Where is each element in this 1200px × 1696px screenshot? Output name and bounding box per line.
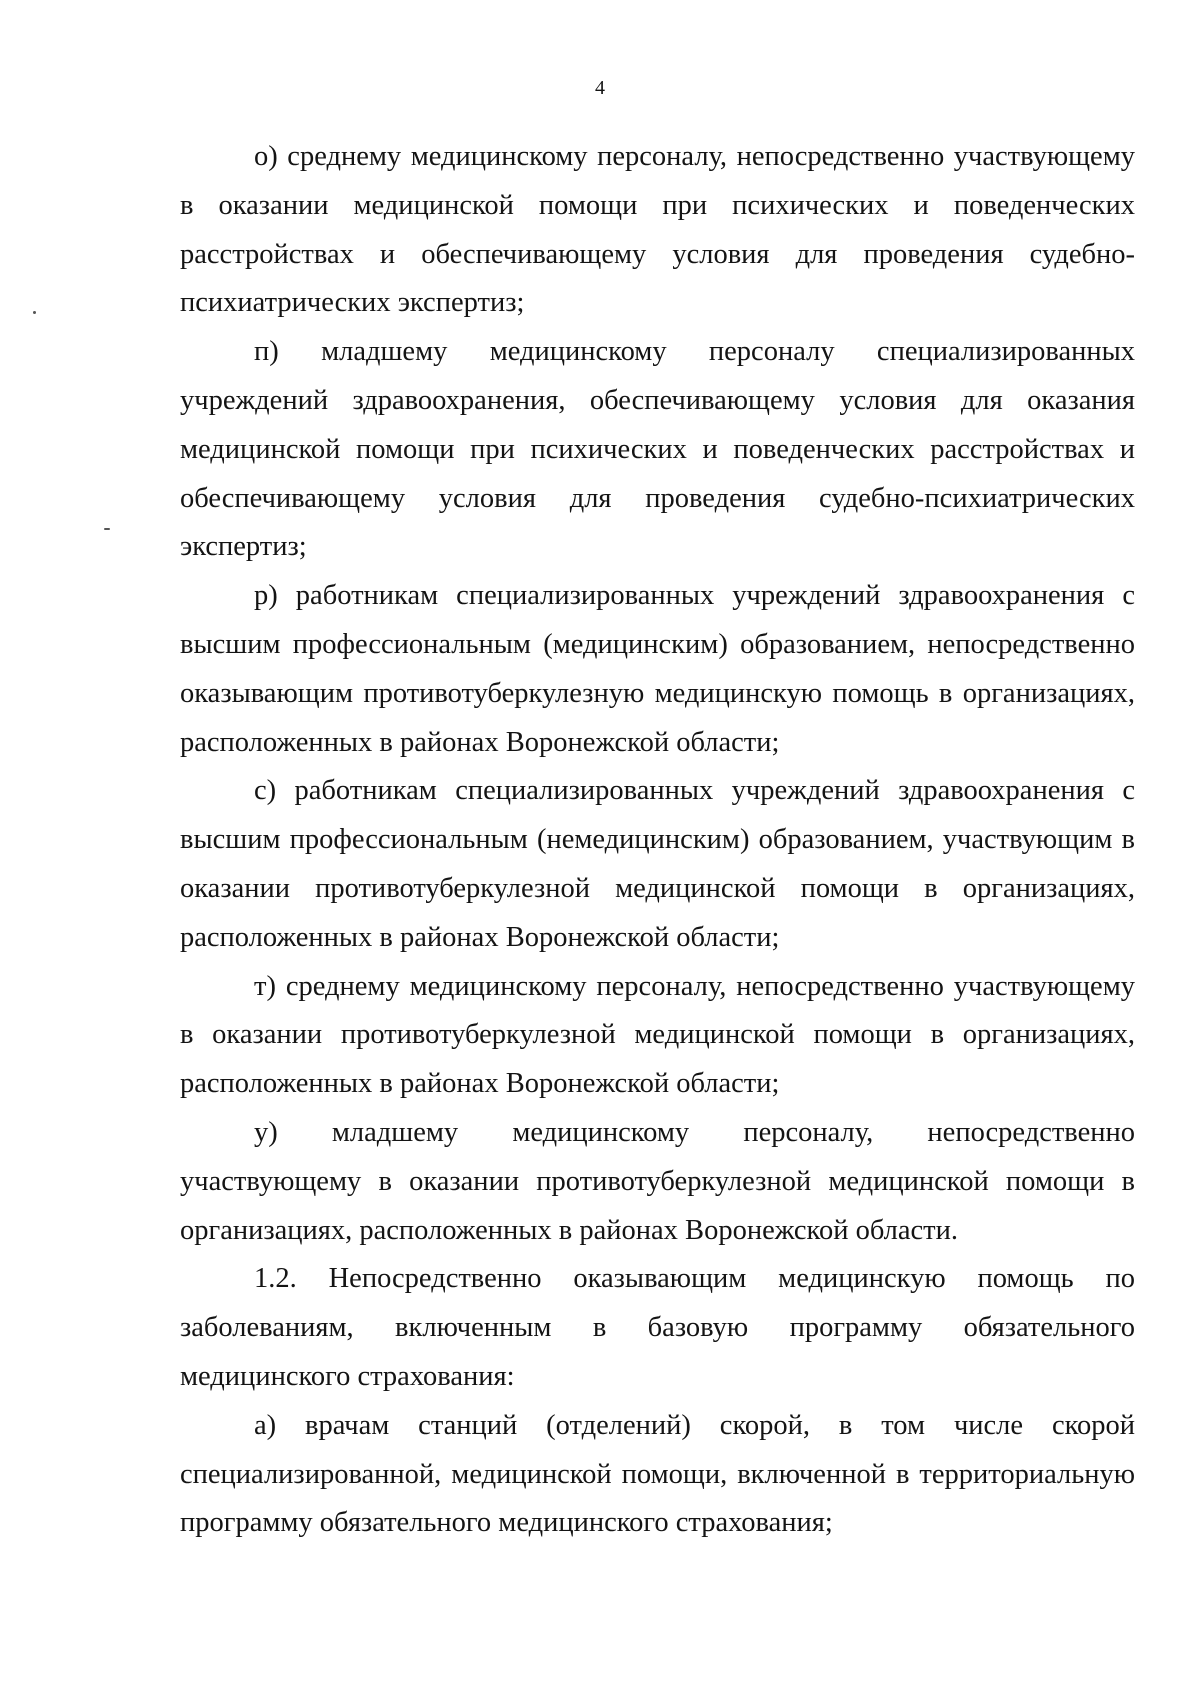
paragraph-t: т) среднему медицинскому персоналу, непосредственно участвующему в оказании противотуберкулезной медицинской помощи в организациях, расположенных в районах Воронежской области; <box>180 970 1135 1100</box>
document-body <box>180 133 1135 1548</box>
paragraph-o: о) среднему медицинскому персоналу, непосредственно участвующему в оказании медицинской помощи при психических и поведенческих расстройствах и обеспечивающему условия для проведения судебно-психиатрических экспертиз; <box>180 141 1135 319</box>
paragraph-r: р) работникам специализированных учреждений здравоохранения с высшим профессиональным (медицинским) образованием, непосредственно оказывающим противотуберкулезную медицинскую помощь в организациях, расположенных в районах Воронежской области; <box>180 580 1135 758</box>
paragraph-s: с) работникам специализированных учреждений здравоохранения с высшим профессиональным (немедицинским) образованием, участвующим в оказании противотуберкулезной медицинской помощи в организациях, расположенных в районах Воронежской области; <box>180 775 1135 953</box>
paragraph-1-2: 1.2. Непосредственно оказывающим медицинскую помощь по заболеваниям, включенным в базовую программу обязательного медицинского страхования: <box>180 1263 1135 1392</box>
page-number: 4 <box>595 77 605 99</box>
scan-speck <box>104 528 110 530</box>
paragraph-a: а) врачам станций (отделений) скорой, в том числе скорой специализированной, медицинской помощи, включенной в территориальную программу обязательного медицинского страхования; <box>180 1409 1135 1539</box>
paragraph-p: п) младшему медицинскому персоналу специализированных учреждений здравоохранения, обеспечивающему условия для оказания медицинской помощи при психических и поведенческих расстройствах и обеспечивающему условия для проведения судебно-психиатрических экспертиз; <box>180 336 1135 563</box>
paragraph-u: у) младшему медицинскому персоналу, непосредственно участвующему в оказании противотуберкулезной медицинской помощи в организациях, расположенных в районах Воронежской области. <box>180 1116 1135 1246</box>
scan-speck <box>33 311 36 314</box>
